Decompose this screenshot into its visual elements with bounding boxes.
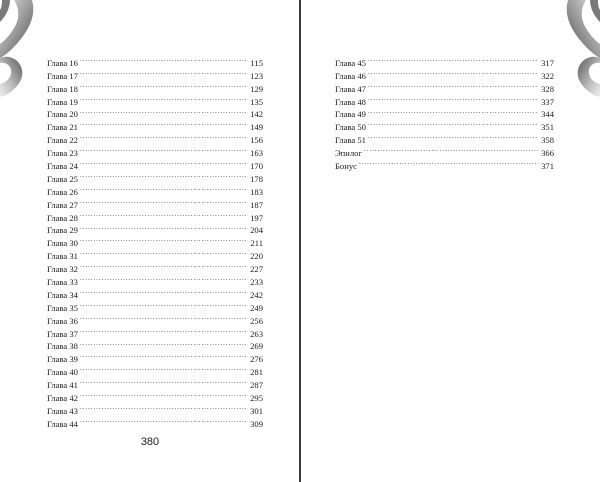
toc-entry [47,298,263,311]
toc-entry [47,362,263,378]
toc-entry-title: Глава 30 [47,238,78,249]
toc-entry [47,66,263,79]
toc-entry [47,259,263,275]
toc-entry [47,233,263,249]
dot-leader [80,375,247,388]
toc-entry-title: Глава 25 [47,173,78,184]
page-number: 380 [140,436,160,448]
toc-entry-title: Глава 34 [47,289,78,300]
toc-entry [335,105,554,118]
toc-entry-title: Глава 49 [335,109,366,120]
toc-entry-title: Глава 43 [47,405,78,416]
toc-entry-title: Глава 38 [47,341,78,352]
toc-entry-page: 197 [250,212,263,223]
toc-entry-page: 358 [541,135,554,146]
toc-entry-title: Глава 27 [47,199,78,210]
toc-entry-title: Глава 35 [47,302,78,313]
dot-leader [80,337,247,350]
dot-leader [368,92,538,105]
toc-entry-title: Глава 48 [335,96,366,107]
toc-entry-title: Глава 47 [335,83,366,94]
toc-entry-page: 115 [250,57,263,68]
toc-entry-title: Глава 36 [47,315,78,326]
toc-entry-title: Эпилог [335,148,362,159]
toc-entry-page: 163 [250,148,263,159]
toc-entry-page: 328 [541,83,554,94]
toc-entry-title: Глава 51 [335,135,366,146]
table-of-contents-right [335,53,554,172]
toc-entry-page: 309 [250,418,263,429]
toc-entry-title: Глава 40 [47,367,78,378]
dot-leader [80,156,247,169]
toc-entry [47,285,263,298]
toc-entry-page: 142 [250,109,263,120]
dot-leader [80,143,247,156]
dot-leader [80,130,247,143]
dot-leader [80,182,247,195]
toc-entry-title: Глава 26 [47,186,78,197]
toc-entry-title: Глава 22 [47,135,78,146]
toc-entry-title: Глава 37 [47,328,78,339]
dot-leader [80,92,247,105]
dot-leader [80,246,247,259]
toc-entry-title: Глава 20 [47,109,78,120]
toc-entry [47,130,263,146]
toc-entry [47,337,263,350]
toc-entry-title: Глава 31 [47,251,78,262]
dot-leader [80,117,247,130]
toc-entry-page: 301 [250,405,263,416]
dot-leader [80,105,247,118]
book-gutter [299,0,301,482]
dot-leader [368,105,538,118]
dot-leader [368,79,538,92]
toc-entry-title: Глава 44 [47,418,78,429]
dot-leader [80,401,247,414]
toc-entry [47,246,263,262]
toc-entry-title: Глава 42 [47,393,78,404]
toc-entry-page: 263 [250,328,263,339]
toc-entry [47,401,263,414]
toc-entry-title: Глава 50 [335,122,366,133]
dot-leader [80,324,247,337]
toc-entry [47,117,263,133]
toc-entry [47,92,263,105]
toc-entry-page: 227 [250,264,263,275]
toc-entry [335,143,554,159]
dot-leader [359,156,538,169]
toc-entry-page: 256 [250,315,263,326]
toc-entry-page: 233 [250,277,263,288]
toc-entry-title: Глава 21 [47,122,78,133]
toc-entry-title: Глава 16 [47,57,78,68]
toc-entry-page: 135 [250,96,263,107]
toc-entry [47,79,263,92]
toc-entry-title: Глава 41 [47,380,78,391]
toc-entry-page: 149 [250,122,263,133]
toc-entry-page: 366 [541,148,554,159]
dot-leader [80,208,247,221]
toc-entry [335,92,554,105]
dot-leader [80,233,247,246]
dot-leader [80,311,247,324]
toc-entry [47,53,263,66]
toc-entry [47,208,263,221]
table-of-contents-left [47,53,263,427]
toc-entry-page: 242 [250,289,263,300]
toc-entry [47,349,263,365]
dot-leader [80,388,247,401]
toc-entry [335,79,554,92]
toc-entry-page: 204 [250,225,263,236]
toc-entry-title: Глава 23 [47,148,78,159]
dot-leader [80,259,247,272]
dot-leader [80,362,247,375]
dot-leader [364,143,538,156]
toc-entry [335,53,554,66]
toc-entry-page: 337 [541,96,554,107]
toc-entry-page: 183 [250,186,263,197]
dot-leader [80,272,247,285]
toc-entry-page: 211 [250,238,263,249]
toc-entry [47,375,263,391]
toc-entry-page: 249 [250,302,263,313]
right-page [302,0,600,482]
toc-entry-page: 371 [541,161,554,172]
dot-leader [368,117,538,130]
toc-entry [47,105,263,118]
dot-leader [368,66,538,79]
toc-entry-title: Глава 17 [47,70,78,81]
dot-leader [80,79,247,92]
ribbon-icon [0,0,42,100]
dot-leader [80,53,247,66]
toc-entry [335,130,554,146]
toc-entry-title: Глава 45 [335,57,366,68]
toc-entry-page: 178 [250,173,263,184]
toc-entry-page: 276 [250,354,263,365]
toc-entry-page: 295 [250,393,263,404]
toc-entry-page: 287 [250,380,263,391]
dot-leader [80,66,247,79]
toc-entry-page: 344 [541,109,554,120]
toc-entry-page: 156 [250,135,263,146]
toc-entry [335,117,554,133]
toc-entry-title: Глава 29 [47,225,78,236]
toc-entry [47,324,263,337]
toc-entry-page: 220 [250,251,263,262]
toc-entry-title: Глава 32 [47,264,78,275]
dot-leader [80,349,247,362]
dot-leader [368,53,538,66]
toc-entry-page: 170 [250,161,263,172]
toc-entry [47,311,263,324]
toc-entry [47,143,263,159]
toc-entry-title: Глава 46 [335,70,366,81]
toc-entry [335,66,554,79]
toc-entry-page: 269 [250,341,263,352]
dot-leader [80,285,247,298]
dot-leader [80,195,247,208]
toc-entry-page: 322 [541,70,554,81]
toc-entry-page: 281 [250,367,263,378]
toc-entry [47,169,263,182]
toc-entry [335,156,554,172]
toc-entry-title: Глава 19 [47,96,78,107]
dot-leader [80,169,247,182]
dot-leader [368,130,538,143]
toc-entry-title: Глава 39 [47,354,78,365]
toc-entry-title: Глава 28 [47,212,78,223]
toc-entry [47,182,263,195]
toc-entry-page: 351 [541,122,554,133]
ribbon-icon [558,0,600,100]
toc-entry [47,156,263,172]
toc-entry-page: 317 [541,57,554,68]
toc-entry-page: 187 [250,199,263,210]
toc-entry [47,388,263,404]
toc-entry-page: 123 [250,70,263,81]
toc-entry [47,272,263,288]
toc-entry [47,195,263,208]
toc-entry-title: Глава 33 [47,277,78,288]
toc-entry-page: 129 [250,83,263,94]
toc-entry [47,414,263,427]
dot-leader [80,414,247,427]
dot-leader [80,221,247,234]
dot-leader [80,298,247,311]
toc-entry-title: Глава 18 [47,83,78,94]
toc-entry-title: Бонус [335,161,357,172]
toc-entry [47,221,263,234]
toc-entry-title: Глава 24 [47,161,78,172]
